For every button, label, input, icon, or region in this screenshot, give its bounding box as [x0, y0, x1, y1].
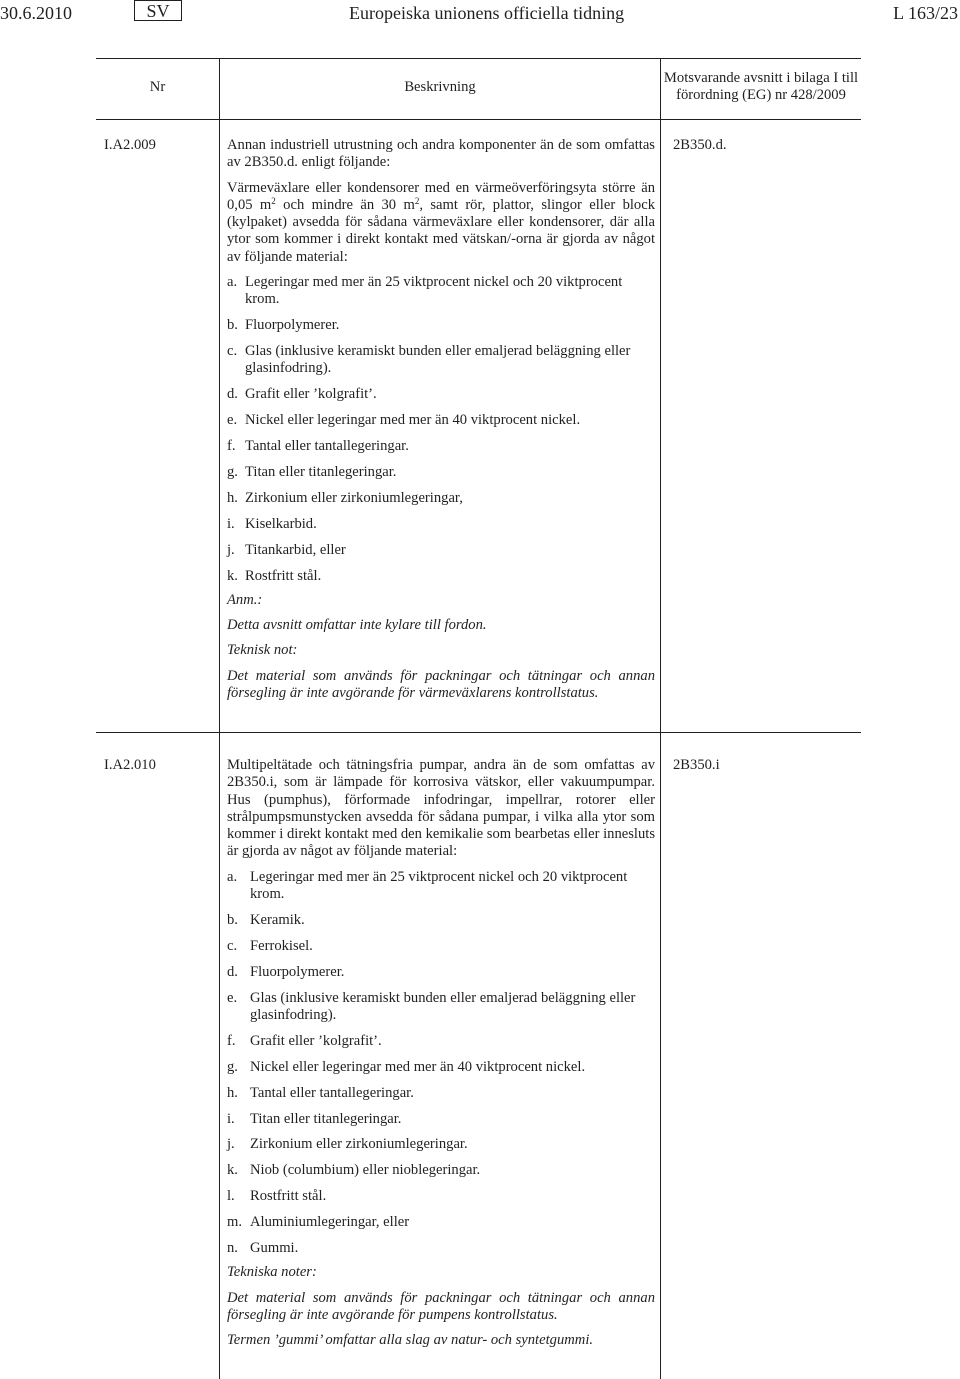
list-item-letter: l.	[227, 1188, 235, 1205]
list-item-letter: m.	[227, 1214, 242, 1231]
list-item	[227, 343, 655, 378]
list-item-text: Rostfritt stål.	[250, 1188, 327, 1205]
list-item-letter: i.	[227, 1110, 235, 1127]
list-item-letter: h.	[227, 1084, 238, 1101]
superscript: 2	[271, 195, 276, 206]
col-divider	[219, 120, 220, 732]
list-item-letter: d.	[227, 386, 238, 403]
entry-reference: 2B350.i	[673, 757, 720, 773]
material-list	[227, 274, 655, 585]
list-item	[227, 464, 655, 481]
list-item-letter: j.	[227, 541, 235, 558]
note-title: Teknisk not:	[227, 642, 298, 659]
journal-title: Europeiska unionens officiella tidning	[349, 3, 625, 23]
list-item-text: Fluorpolymerer.	[250, 963, 345, 980]
list-item	[227, 869, 655, 904]
list-item-text: Kiselkarbid.	[245, 515, 317, 532]
note-title: Anm.:	[227, 591, 263, 608]
list-item	[227, 1162, 655, 1179]
material-list	[227, 869, 655, 1257]
list-item-text: Grafit eller ’kolgrafit’.	[245, 386, 377, 403]
list-item	[227, 938, 655, 955]
list-item-letter: f.	[227, 1032, 236, 1049]
list-item	[227, 964, 655, 981]
entry-intro: Annan industriell utrustning och andra komponenter än de som omfattas av 2B350.d. enligt följande:	[227, 137, 655, 171]
list-item-text: Titan eller titanlegeringar.	[250, 1110, 402, 1127]
list-item	[227, 1214, 655, 1231]
list-item-text: Legeringar med mer än 25 viktprocent nickel och 20 viktprocent krom.	[245, 274, 623, 308]
list-item	[227, 1111, 655, 1128]
entry-number: I.A2.009	[104, 137, 156, 153]
entry-reference: 2B350.d.	[673, 137, 727, 153]
column-header-correspondence: Motsvarande avsnitt i bilaga I till förordning (EG) nr 428/2009	[663, 70, 859, 104]
list-item	[227, 1085, 655, 1102]
list-item	[227, 274, 655, 309]
paragraph-text: , samt rör, plattor, slingor eller block (kylpaket) avsedda för sådana värmeväxlare eller kondensorer, där alla ytor som kommer i direkt kontakt med vätskan/-orna är gjorda av något av följande material:	[227, 196, 655, 265]
list-item-text: Glas (inklusive keramiskt bunden eller emaljerad beläggning eller glasinfodring).	[250, 989, 636, 1023]
paragraph-text: och mindre än 30 m	[275, 196, 415, 213]
list-item-text: Grafit eller ’kolgrafit’.	[250, 1032, 382, 1049]
language-badge: SV	[134, 0, 182, 21]
row-divider-rule	[96, 732, 861, 733]
note-text: Detta avsnitt omfattar inte kylare till fordon.	[227, 617, 487, 634]
list-item	[227, 912, 655, 929]
list-item	[227, 438, 655, 455]
list-item-letter: k.	[227, 567, 238, 584]
list-item-letter: c.	[227, 937, 238, 954]
publication-date: 30.6.2010	[0, 3, 72, 23]
table-top-rule	[96, 58, 861, 59]
list-item-letter: g.	[227, 464, 238, 481]
list-item-text: Rostfritt stål.	[245, 567, 322, 584]
list-item-letter: a.	[227, 274, 238, 291]
list-item-text: Keramik.	[250, 911, 305, 928]
list-item-letter: f.	[227, 438, 236, 455]
list-item	[227, 1136, 655, 1153]
list-item-letter: c.	[227, 343, 238, 360]
entry-description	[227, 757, 655, 1349]
note-text: Termen ’gummi’ omfattar alla slag av natur- och syntetgummi.	[227, 1332, 594, 1349]
list-item-letter: e.	[227, 989, 238, 1006]
list-item-text: Niob (columbium) eller nioblegeringar.	[250, 1162, 481, 1179]
list-item	[227, 1033, 655, 1050]
list-item-text: Tantal eller tantallegeringar.	[250, 1084, 414, 1101]
paragraph-text: Värmeväxlare eller kondensorer med en värmeöverföringsyta större än 0,05 m	[227, 179, 655, 213]
list-item-text: Nickel eller legeringar med mer än 40 viktprocent nickel.	[245, 412, 581, 429]
list-item-text: Aluminiumlegeringar, eller	[250, 1214, 410, 1231]
list-item-text: Glas (inklusive keramiskt bunden eller emaljerad beläggning eller glasinfodring).	[245, 343, 631, 377]
list-item-letter: k.	[227, 1162, 238, 1179]
note-text: Det material som används för packningar och tätningar och annan försegling är inte avgörande för värmeväxlarens kontrollstatus.	[227, 667, 655, 702]
list-item-text: Titankarbid, eller	[245, 541, 346, 558]
list-item-letter: n.	[227, 1239, 238, 1256]
list-item	[227, 1240, 655, 1257]
list-item	[227, 1188, 655, 1205]
list-item-letter: e.	[227, 412, 238, 429]
col-divider	[660, 120, 661, 732]
list-item	[227, 317, 655, 334]
list-item-text: Nickel eller legeringar med mer än 40 viktprocent nickel.	[250, 1058, 586, 1075]
list-item	[227, 516, 655, 533]
list-item-letter: h.	[227, 489, 238, 506]
col-divider	[660, 733, 661, 1379]
note-text: Det material som används för packningar och tätningar och annan försegling är inte avgörande för pumpens kontrollstatus.	[227, 1289, 655, 1323]
table-header-rule	[96, 119, 861, 120]
column-header-description: Beskrivning	[404, 79, 476, 95]
entry-description	[227, 137, 655, 702]
list-item	[227, 412, 655, 429]
list-item	[227, 1059, 655, 1076]
list-item-letter: b.	[227, 911, 238, 928]
list-item-text: Tantal eller tantallegeringar.	[245, 438, 409, 455]
page-header	[0, 0, 960, 24]
list-item-text: Zirkonium eller zirkoniumlegeringar.	[250, 1136, 468, 1153]
list-item-text: Titan eller titanlegeringar.	[245, 464, 397, 481]
col-divider	[219, 733, 220, 1379]
list-item	[227, 490, 655, 507]
list-item-letter: a.	[227, 868, 238, 885]
list-item-text: Gummi.	[250, 1239, 299, 1256]
list-item-text: Legeringar med mer än 25 viktprocent nickel och 20 viktprocent krom.	[250, 868, 628, 903]
list-item	[227, 990, 655, 1025]
list-item-letter: d.	[227, 963, 238, 980]
list-item-text: Fluorpolymerer.	[245, 317, 340, 334]
list-item-letter: j.	[227, 1136, 235, 1153]
note-title: Tekniska noter:	[227, 1264, 317, 1281]
column-header-nr: Nr	[149, 79, 166, 95]
list-item-text: Zirkonium eller zirkoniumlegeringar,	[245, 489, 463, 506]
list-item-letter: b.	[227, 317, 238, 334]
list-item	[227, 386, 655, 403]
list-item-text: Ferrokisel.	[250, 937, 313, 954]
list-item-letter: i.	[227, 515, 235, 532]
entry-paragraph	[227, 180, 655, 266]
list-item	[227, 568, 655, 585]
entry-intro: Multipeltätade och tätningsfria pumpar, andra än de som omfattas av 2B350.i, som är lämpade för korrosiva vätskor, eller vakuumpumpar. Hus (pumphus), förformade infodringar, impellrar, rotorer eller strålpumpsmunstycken avsedda för sådana pumpar, i vilka alla ytor som kommer i direkt kontakt med den kemikalie som bearbetas eller innesluts är gjorda av något av följande material:	[227, 757, 655, 860]
list-item	[227, 542, 655, 559]
list-item-letter: g.	[227, 1058, 238, 1075]
entry-number: I.A2.010	[104, 757, 156, 773]
superscript: 2	[414, 195, 420, 206]
page-number: L 163/23	[893, 3, 958, 23]
